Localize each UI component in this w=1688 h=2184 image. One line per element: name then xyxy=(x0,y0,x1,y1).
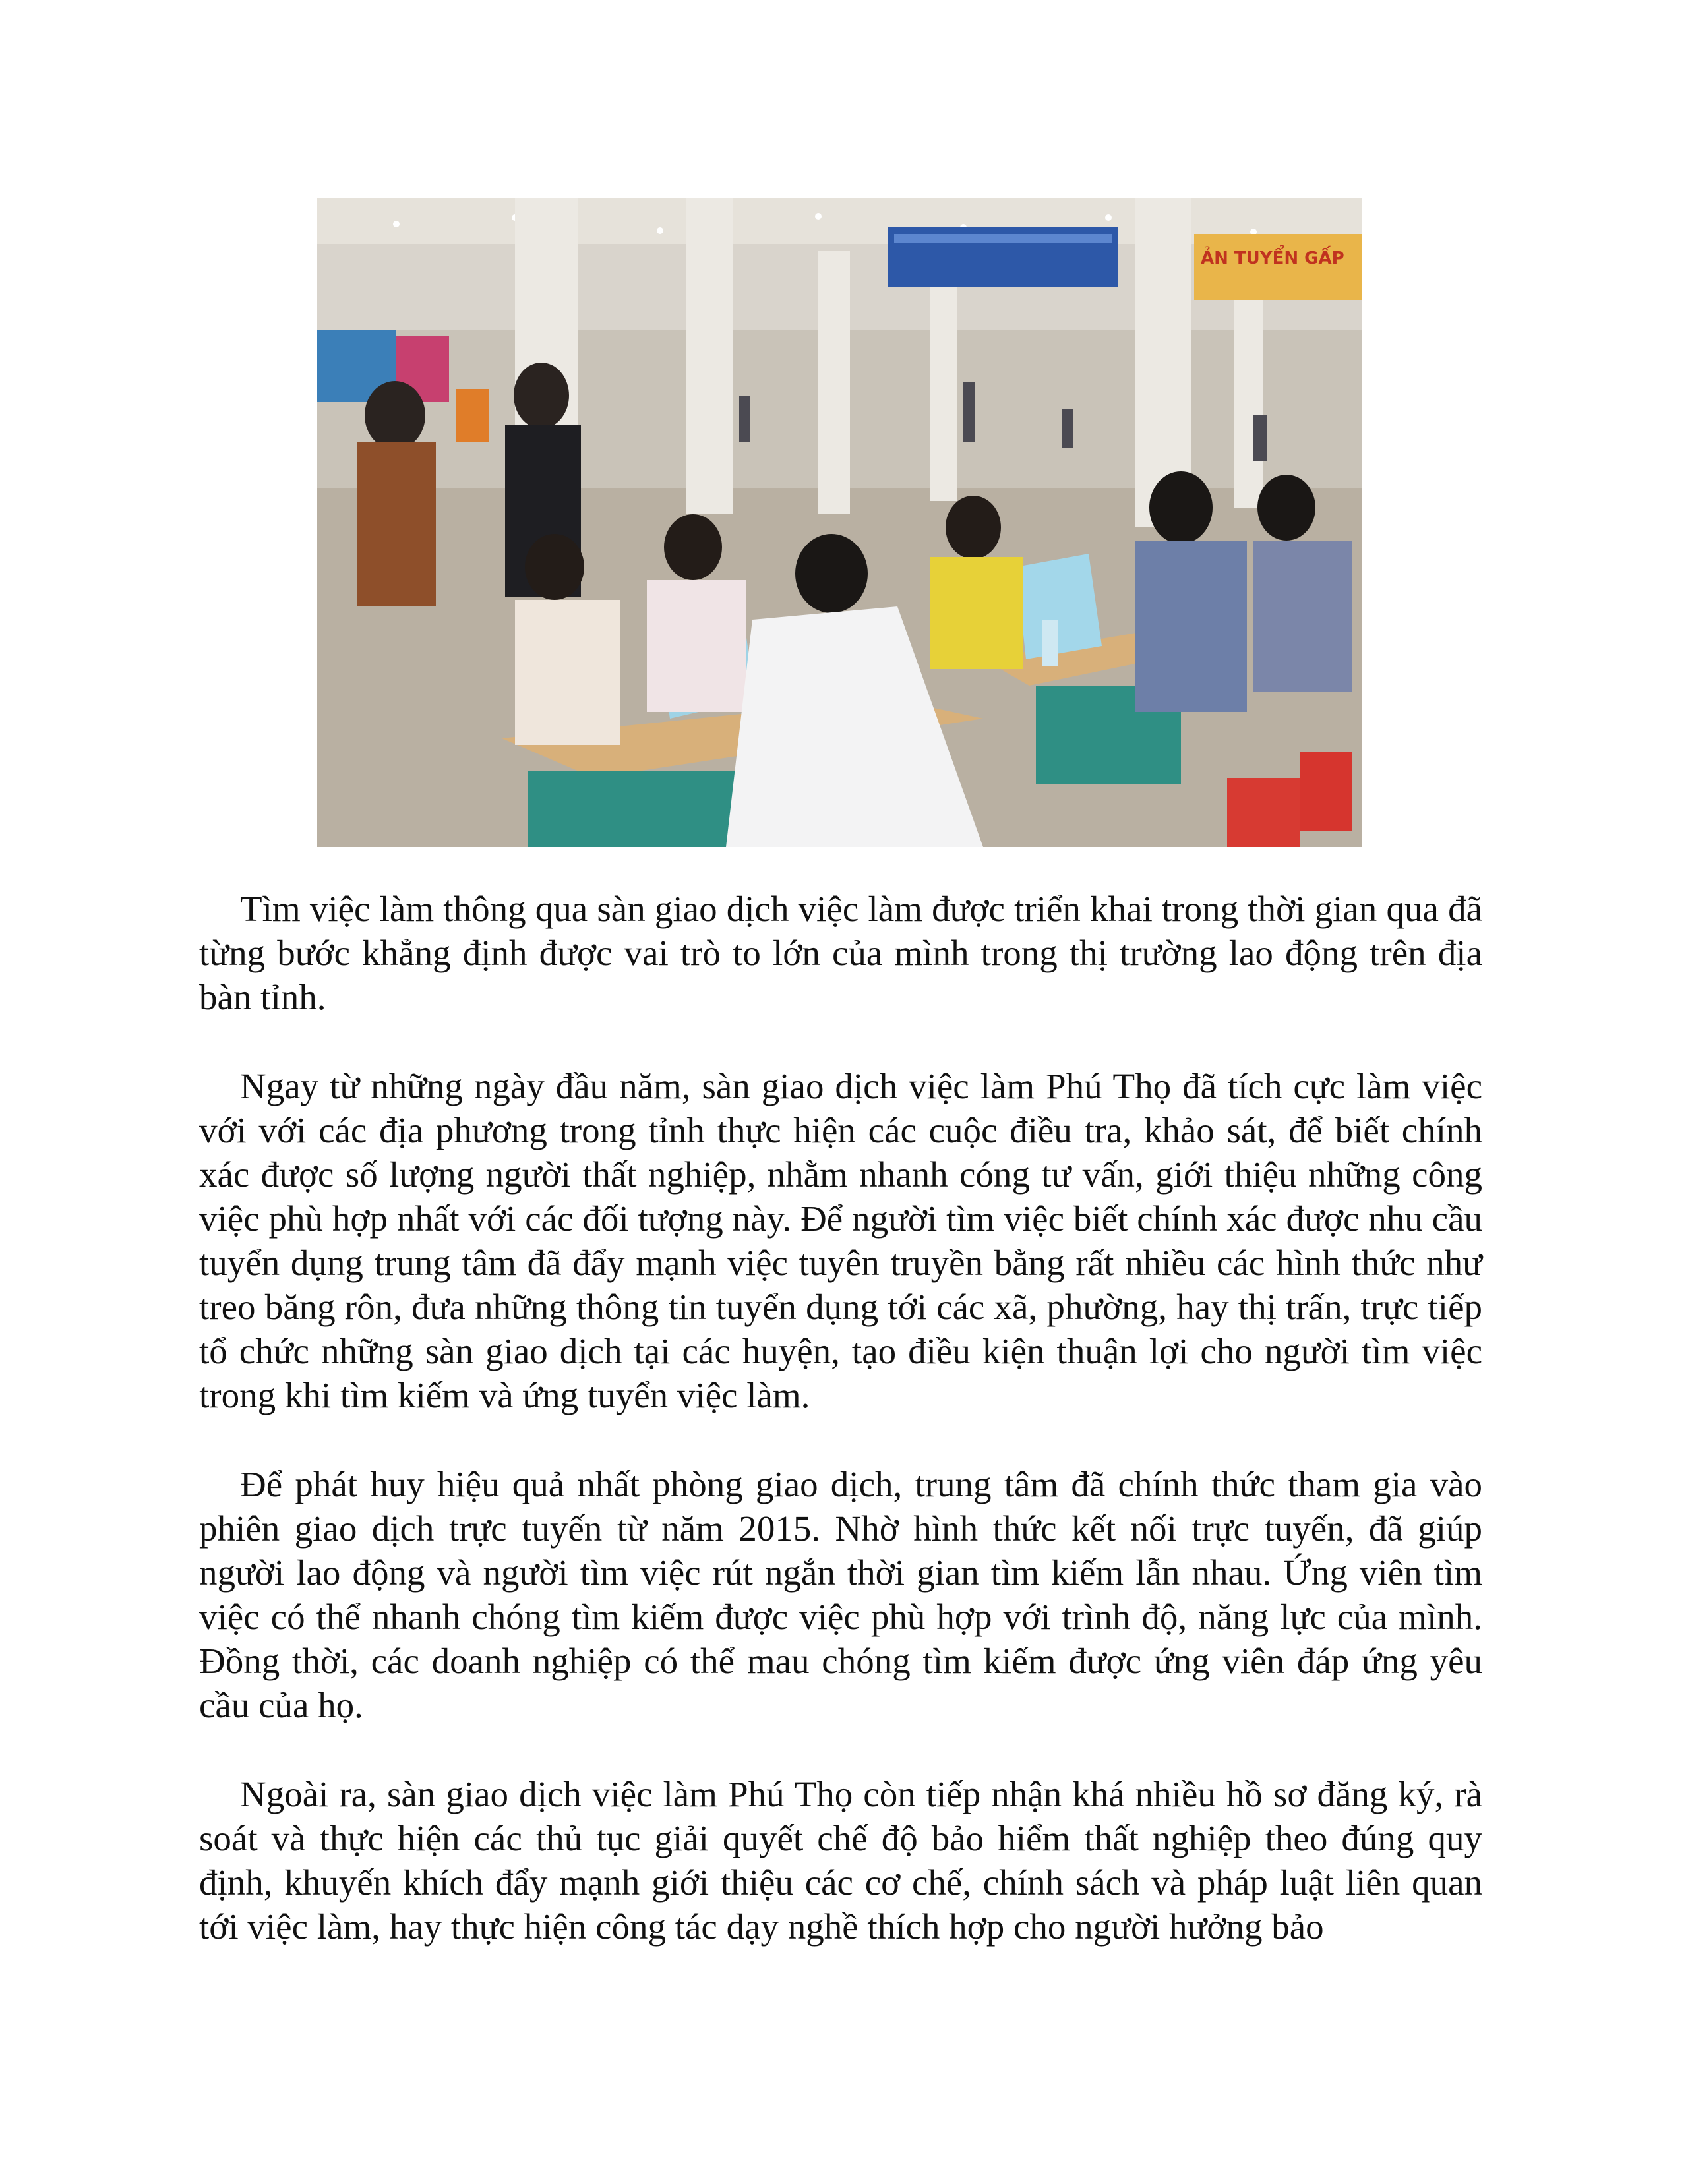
paragraph-1: Tìm việc làm thông qua sàn giao dịch việc làm được triển khai trong thời gian qua đã từng bước khẳng định được vai trò to lớn của mình trong thị trường lao động trên địa bàn tỉnh. xyxy=(199,889,1482,1017)
banner-text: ẢN TUYỂN GẤP xyxy=(1201,249,1344,268)
paragraph-3: Để phát huy hiệu quả nhất phòng giao dịch, trung tâm đã chính thức tham gia vào phiên giao dịch trực tuyến từ năm 2015. Nhờ hình thức kết nối trực tuyến, đã giúp người lao động và người tìm việc rút ngắn thời gian tìm kiếm lẫn nhau. Ứng viên tìm việc có thể nhanh chóng tìm kiếm được việc phù hợp với trình độ, năng lực của mình. Đồng thời, các doanh nghiệp có thể mau chóng tìm kiếm được ứng viên đáp ứng yêu cầu của họ. xyxy=(199,1464,1482,1725)
job-fair-photo xyxy=(317,198,1362,847)
paragraph-4: Ngoài ra, sàn giao dịch việc làm Phú Thọ còn tiếp nhận khá nhiều hồ sơ đăng ký, rà soát và thực hiện các thủ tục giải quyết chế độ bảo hiểm thất nghiệp theo đúng quy định, khuyến khích đẩy mạnh giới thiệu các cơ chế, chính sách và pháp luật liên quan tới việc làm, hay thực hiện công tác dạy nghề thích hợp cho người hưởng bảo xyxy=(199,1774,1482,1947)
paragraph-2: Ngay từ những ngày đầu năm, sàn giao dịch việc làm Phú Thọ đã tích cực làm việc với với các địa phương trong tỉnh thực hiện các cuộc điều tra, khảo sát, để biết chính xác được số lượng người thất nghiệp, nhằm nhanh cóng tư vấn, giới thiệu những công việc phù hợp nhất với các đối tượng này. Để người tìm việc biết chính xác được nhu cầu tuyển dụng trung tâm đã đẩy mạnh việc tuyên truyền bằng rất nhiều các hình thức như treo băng rôn, đưa những thông tin tuyển dụng tới các xã, phường, hay thị trấn, trực tiếp tổ chức những sàn giao dịch tại các huyện, tạo điều kiện thuận lợi cho người tìm việc trong khi tìm kiếm và ứng tuyển việc làm. xyxy=(199,1066,1482,1415)
job-fair-illustration xyxy=(317,198,1362,847)
article-body xyxy=(199,887,1482,1993)
